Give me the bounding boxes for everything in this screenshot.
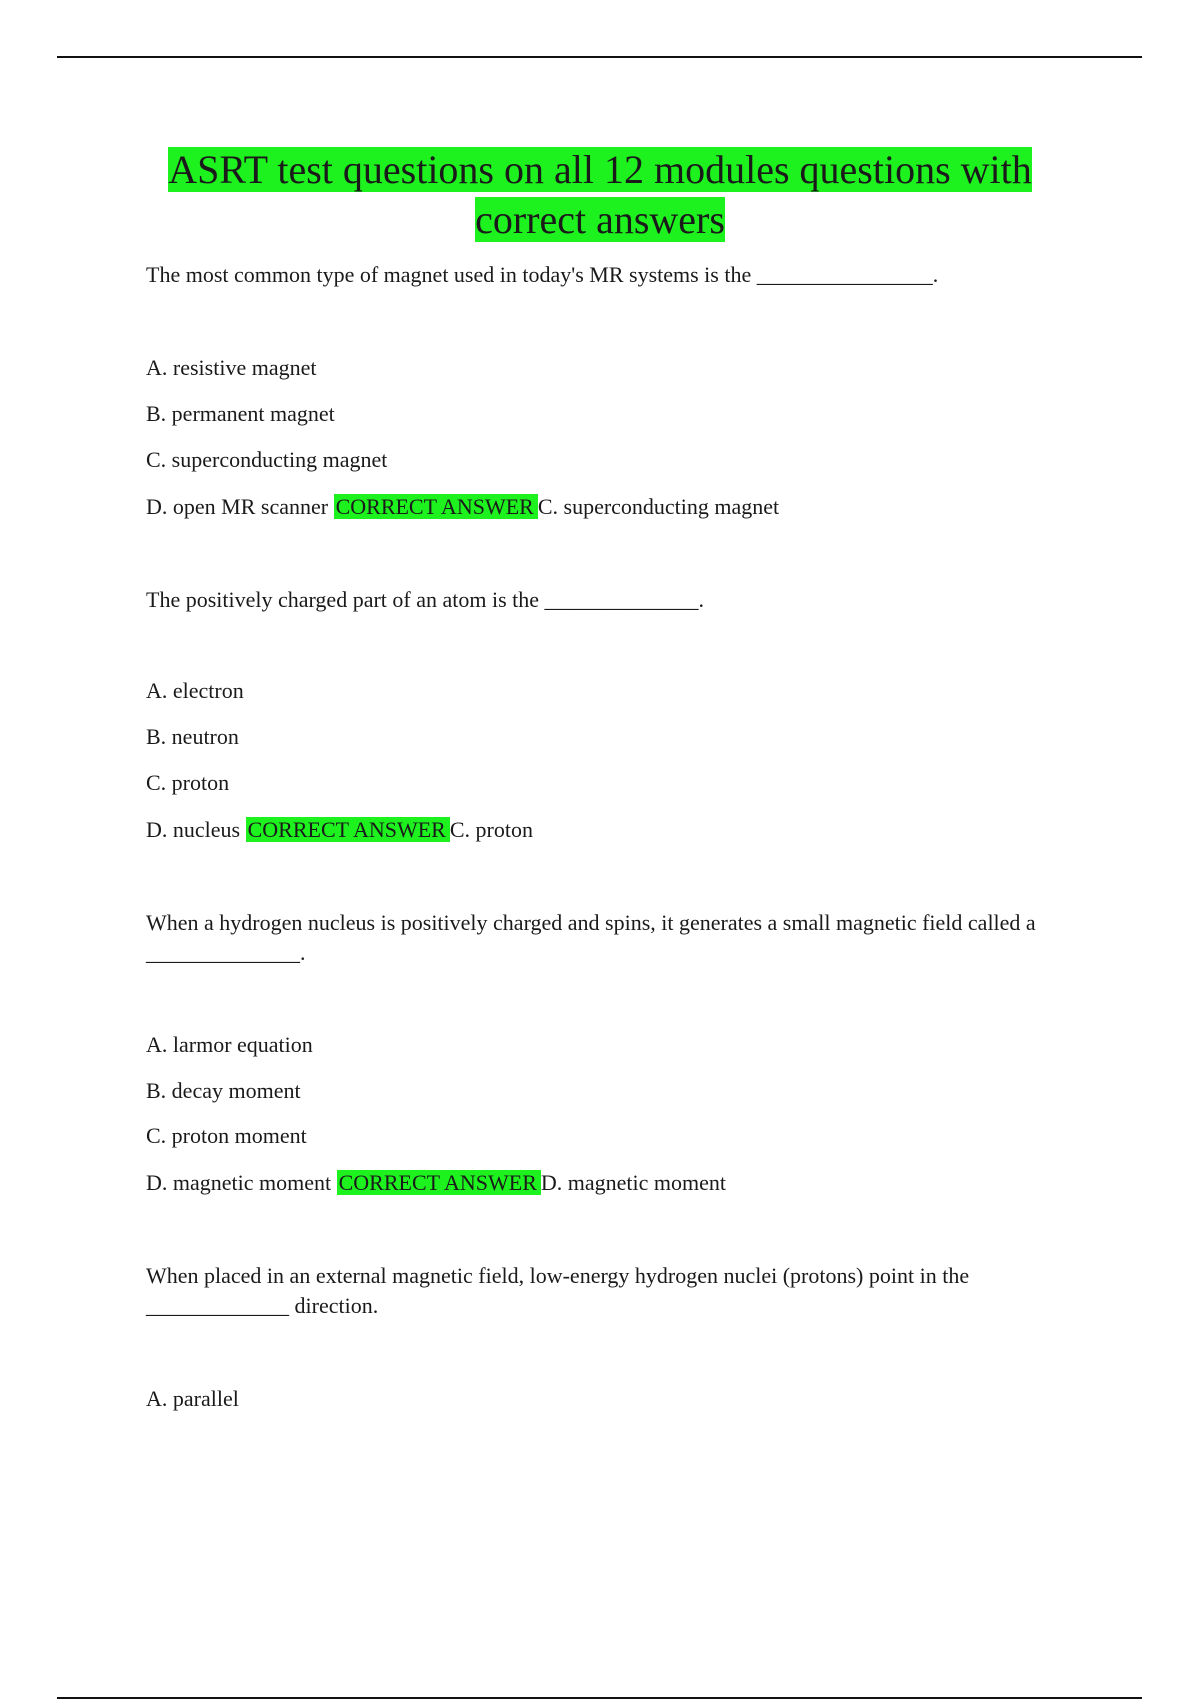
- correct-answer-tag: CORRECT ANSWER: [334, 494, 538, 519]
- option-d-with-answer: [146, 492, 779, 522]
- question-2: [146, 585, 1066, 615]
- option-a: A. electron: [146, 678, 244, 703]
- option-c: C. proton: [146, 770, 230, 795]
- option-a: A. parallel: [146, 1386, 239, 1411]
- option-a: A. larmor equation: [146, 1032, 313, 1057]
- correct-answer: C. proton: [449, 817, 533, 842]
- option-d: D. open MR scanner: [146, 494, 329, 519]
- option-b: B. decay moment: [146, 1078, 301, 1103]
- title-line-2: correct answers: [475, 197, 725, 242]
- question-text: The most common type of magnet used in today's MR systems is the ________________.: [146, 262, 939, 287]
- correct-answer-tag: CORRECT ANSWER: [337, 1170, 541, 1195]
- option-d: D. magnetic moment: [146, 1170, 332, 1195]
- option-d-with-answer: [146, 1168, 726, 1198]
- option-c: C. superconducting magnet: [146, 447, 388, 472]
- correct-answer-tag: CORRECT ANSWER: [246, 817, 450, 842]
- correct-answer: D. magnetic moment: [540, 1170, 726, 1195]
- correct-answer: C. superconducting magnet: [537, 494, 780, 519]
- option-c: C. proton moment: [146, 1123, 307, 1148]
- question-4: [146, 1261, 1066, 1321]
- question-text: When a hydrogen nucleus is positively charged and spins, it generates a small magnetic field called a ______________.: [146, 910, 1036, 965]
- option-b: B. neutron: [146, 724, 239, 749]
- question-text: The positively charged part of an atom is the ______________.: [146, 587, 705, 612]
- question-1: [146, 260, 1066, 290]
- option-a: A. resistive magnet: [146, 355, 317, 380]
- title-line-1: ASRT test questions on all 12 modules questions with: [168, 147, 1032, 192]
- question-text: When placed in an external magnetic field, low-energy hydrogen nuclei (protons) point in the _____________ direction.: [146, 1263, 970, 1318]
- footer-rule: [57, 1697, 1142, 1699]
- option-d-with-answer: [146, 815, 533, 845]
- question-3: [146, 908, 1066, 968]
- document-title: [0, 145, 1200, 245]
- option-d: D. nucleus: [146, 817, 241, 842]
- header-rule: [57, 56, 1142, 58]
- option-b: B. permanent magnet: [146, 401, 335, 426]
